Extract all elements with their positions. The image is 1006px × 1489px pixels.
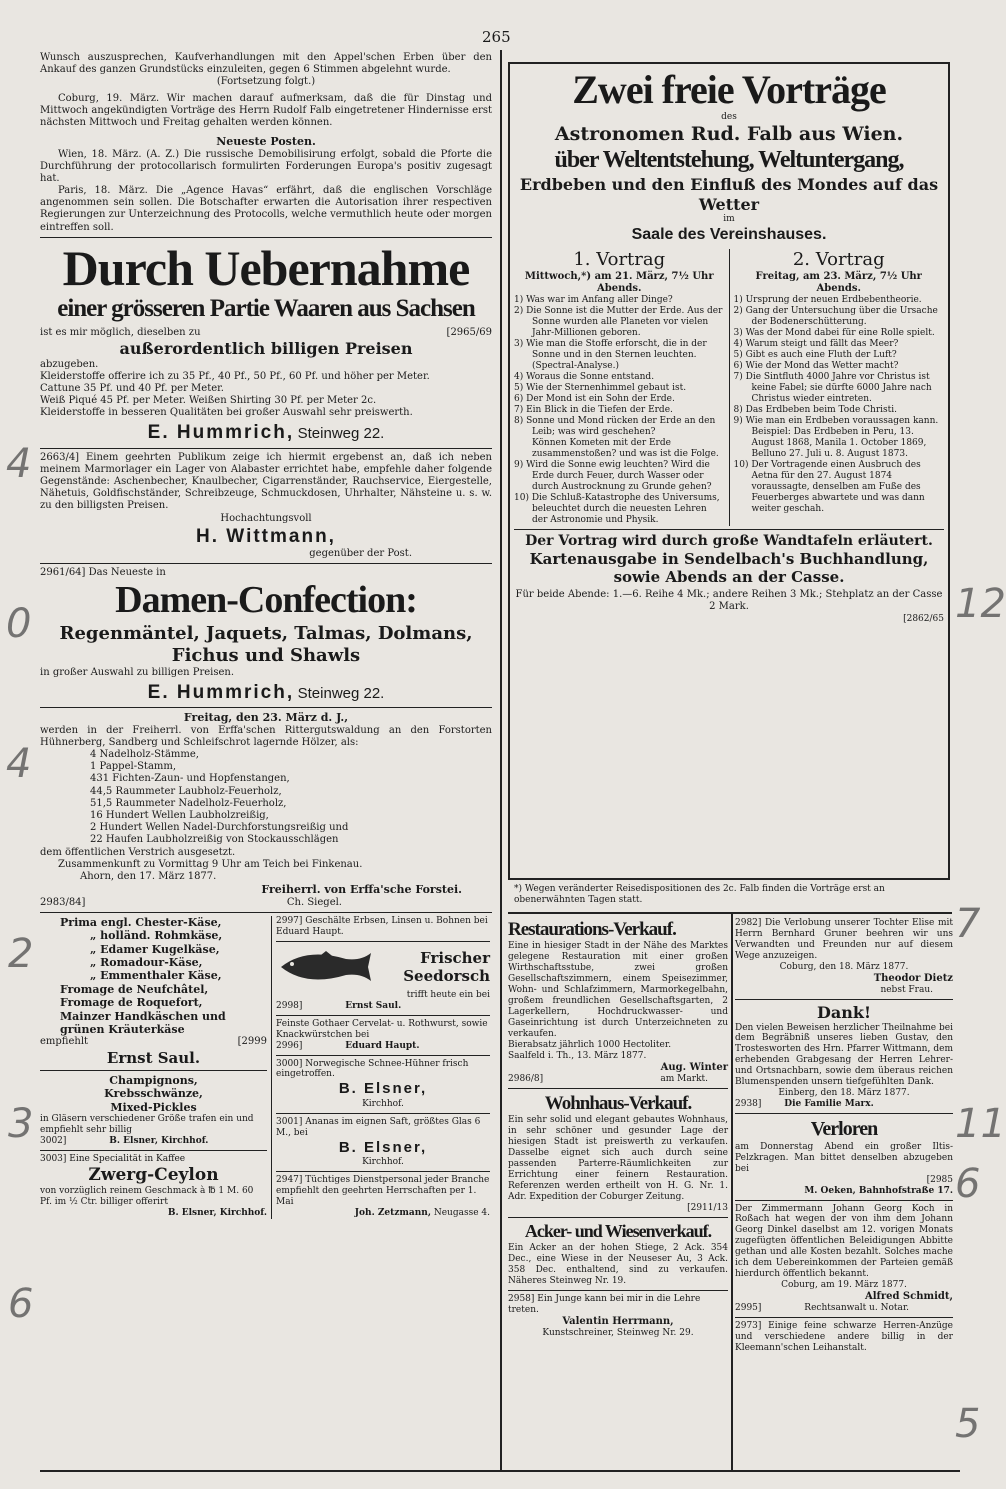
huehner-text: 3000] Norwegische Schnee-Hühner frisch eingetroffen. <box>276 1058 469 1080</box>
ceylon-headline: Zwerg-Ceylon <box>88 1164 219 1185</box>
v2-item: 5) Gibt es auch eine Fluth der Luft? <box>733 350 897 361</box>
column-rule <box>500 50 502 1470</box>
vortraege-im: im <box>723 214 735 225</box>
ceylon-ref: 3003] Eine Specialität in Kaffee <box>40 1153 186 1164</box>
news-intro: Wunsch auszusprechen, Kaufverhandlungen mit den Appel'schen Erben über den Ankauf des ganzen Grundstücks einzuleiten, gegen 6 Stimmen abgelehnt wurde. <box>40 52 492 76</box>
cervelat-text: Feinste Gothaer Cervelat- u. Rothwurst, sowie Knackwürstchen bei <box>276 1018 488 1040</box>
dienst-addr: Neugasse 4. <box>433 1207 490 1218</box>
pencil-mark: 6 <box>8 1281 34 1327</box>
vortraege-ref: [2862/65 <box>903 613 944 624</box>
wiesen-headline: Acker- und Wiesenverkauf. <box>524 1220 712 1241</box>
ananas-addr: Kirchhof. <box>362 1156 404 1167</box>
v2-item: 9) Wie man ein Erdbeben voraussagen kann. Beispiel: Das Erdbeben in Peru, 13. August 1868, Manila 1. October 1869, Belluno 27. Juli u. 8. August 1873. <box>733 415 939 459</box>
wittmann-firm: H. Wittmann, <box>196 525 336 547</box>
vortraege-astronomer: Astronomen Rud. Falb aus Wien. <box>554 122 904 145</box>
confection-address: Steinweg 22. <box>297 685 385 703</box>
schmidt-text: Der Zimmermann Johann Georg Koch in Roßach hat wegen der von ihm dem Johann Georg Dinkel daselbst am 12. vorigen Monats zugefügten öffentlichen Beleidigungen Abbitte gethan und alle Kosten bezahlt. Solches mache ich dem Uebereinkommen der Parteien gemäß hierdurch öffentlich bekannt. <box>735 1203 953 1280</box>
uebernahme-address: Steinweg 22. <box>297 425 385 443</box>
ceylon-ad <box>40 1154 267 1219</box>
v1-date: Mittwoch,*) am 21. März, 7½ Uhr Abends. <box>524 270 714 295</box>
schmidt-place: Coburg, am 19. März 1877. <box>781 1280 907 1291</box>
forstei-date: Freitag, den 23. März d. J., <box>183 711 349 725</box>
kaese-ad <box>40 916 267 1067</box>
pencil-mark: 12 <box>955 581 1006 627</box>
uebernahme-headline: Durch Uebernahme <box>62 239 470 296</box>
kaese-firm: Ernst Saul. <box>106 1048 201 1067</box>
forstei-item: 4 Nadelholz-Stämme, <box>90 749 199 761</box>
restaurant-ref: 2986/8] <box>508 1074 544 1085</box>
column-rule <box>508 912 952 914</box>
news-heading: Neueste Posten. <box>216 135 316 149</box>
v1-item: 4) Woraus die Sonne entstand. <box>514 372 655 383</box>
dank-firm: Die Familie Marx. <box>784 1099 874 1110</box>
news-continued: (Fortsetzung folgt.) <box>216 76 316 88</box>
cervelat-ref: 2996] <box>276 1040 303 1051</box>
verlobung-firm: Theodor Dietz <box>873 972 953 984</box>
kaese-line: „ Romadour-Käse, <box>90 955 203 969</box>
v1-item: 8) Sonne und Mond rücken der Erde an den Leib; was wird geschehen? <box>514 415 716 437</box>
v2-title: 2. Vortrag <box>792 248 885 270</box>
seedorsch-ref: 2998] <box>276 1000 303 1011</box>
news-wien: Wien, 18. März. (A. Z.) Die russische Demobilisirung erfolgt, sobald die Pforte die Durchführung der protocollarisch formulirten Forderungen Europa's positiv zugesagt hat. <box>40 148 492 184</box>
left-column <box>40 52 492 1470</box>
v1-title: 1. Vortrag <box>573 248 666 270</box>
vortraege-prices: Für beide Abende: 1.—6. Reihe 4 Mk.; andere Reihen 3 Mk.; Stehplatz an der Casse 2 Mark. <box>515 589 943 613</box>
vortraege-topic2: Erdbeben und den Einfluß des Mondes auf das Wetter <box>519 175 939 214</box>
v2-item: 4) Warum steigt und fällt das Meer? <box>733 339 899 350</box>
forstei-item: 22 Haufen Laubholzreißig von Stockausschlägen <box>90 834 339 846</box>
verlobung-text: 2982] Die Verlobung unserer Tochter Elise mit Herrn Bernhard Gruner beehren wir uns Verwandten und Freunden nur auf diesem Wege anzuzeigen. <box>735 918 953 961</box>
v1-item: 6) Der Mond ist ein Sohn der Erde. <box>514 393 675 404</box>
uebernahme-sub: einer grösseren Partie Waaren aus Sachsen <box>57 295 475 323</box>
confection-line2: Fichus und Shawls <box>171 644 361 666</box>
vortraege-tafeln: Der Vortrag wird durch große Wandtafeln erläutert. <box>525 532 933 549</box>
pencil-mark: 7 <box>955 901 981 947</box>
wohnhaus-text: Ein sehr solid und elegant gebautes Wohnhaus, in sehr schöner und gesunder Lage der hiesigen Stadt ist preiswerth zu verkaufen. Dasselbe eignet sich auch durch seine passenden Parterre-Räumlichkeiten zur Errichtung einer feinern Restauration. Referenzen werden ertheilt von H. G. Nr. 1. Adr. Expedition der Coburger Zeitung. <box>508 1115 728 1202</box>
ceylon-text: von vorzüglich reinem Geschmack à ℔ 1 M. 60 Pf. im ½ Ctr. billiger offerirt <box>40 1185 254 1207</box>
ananas-text: 3001] Ananas im eignen Saft, größtes Glas 6 M., bei <box>276 1116 481 1138</box>
pencil-mark: 11 <box>955 1101 1006 1147</box>
forstei-item: 44,5 Raummeter Laubholz-Feuerholz, <box>90 785 282 797</box>
pencil-mark: 2 <box>8 931 34 977</box>
kaese-line: Fromage de Neufchâtel, <box>60 982 209 996</box>
champignons-line: Champignons, <box>109 1073 198 1087</box>
seedorsch-headline: Frischer Seedorsch <box>403 948 490 986</box>
huehner-addr: Kirchhof. <box>362 1098 404 1109</box>
dank-ref: 2938] <box>735 1099 762 1110</box>
v2-item: 6) Wie der Mond das Wetter macht? <box>733 361 899 372</box>
wittmann-greeting: Hochachtungsvoll <box>220 512 312 524</box>
confection-line1: Regenmäntel, Jaquets, Talmas, Dolmans, <box>59 623 473 645</box>
column-rule <box>40 1470 960 1472</box>
v1-item: Können Kometen mit der Erde zusammenstoßen? und was ist die Folge. <box>532 437 719 459</box>
vortraege-topic1: über Weltentstehung, Weltuntergang, <box>554 147 904 174</box>
v1-item: 9) Wird die Sonne ewig leuchten? Wird die Erde durch Feuer, durch Wasser oder durch Austrocknung zu Grunde gehen? <box>514 459 712 492</box>
confection-ref: 2961/64] Das Neueste in <box>40 567 166 579</box>
wittmann-text: 2663/4] Einem geehrten Publikum zeige ich hiermit ergebenst an, daß ich neben meinem Marmorlager ein Lager von Alabaster errichtet habe, empfehle daher folgende Gegenstände: Aschenbecher, Knaulbecher, Cigarrenständer, Rauchservice, Eiergestelle, Nähetuis, Goldfischständer, Schreibzeuge, Schmuckdosen, Uhrhalter, Nähsteine u. s. w. zu den billigsten Preisen. <box>40 451 492 512</box>
uebernahme-item: Weiß Piqué 45 Pf. per Meter. Weißen Shirting 30 Pf. per Meter 2c. <box>40 395 377 407</box>
right-bottom-left <box>508 918 728 1468</box>
wohnhaus-ref: [2911/13 <box>687 1202 728 1213</box>
kaese-line: grünen Kräuterkäse <box>60 1022 185 1036</box>
restaurant-beer: Bierabsatz jährlich 1000 Hectoliter. <box>508 1039 672 1050</box>
erbsen-text: 2997] Geschälte Erbsen, Linsen u. Bohnen bei Eduard Haupt. <box>276 915 488 937</box>
forstei-meet: Zusammenkunft zu Vormittag 9 Uhr am Teich bei Finkenau. <box>58 858 363 870</box>
champignons-ref: 3002] <box>40 1136 67 1147</box>
forstei-signer: Ch. Siegel. <box>286 896 342 908</box>
forstei-item: 431 Fichten-Zaun- und Hopfenstangen, <box>90 773 290 785</box>
champignons-line: Mixed-Pickles <box>110 1100 197 1114</box>
anzug-text: 2973] Einige feine schwarze Herren-Anzüge und verschiedene andere billig in der Kleemann'schen Leihanstalt. <box>735 1321 953 1354</box>
uebernahme-ref: [2965/69 <box>446 326 492 338</box>
confection-line3: in großer Auswahl zu billigen Preisen. <box>40 666 235 678</box>
huehner-firm: B. Elsner, <box>338 1080 428 1098</box>
dank-headline: Dank! <box>817 1003 871 1022</box>
forstei-item: 16 Hundert Wellen Laubholzreißig, <box>90 810 269 821</box>
v1-item: 2) Die Sonne ist die Mutter der Erde. Aus der Sonne wurden alle Planeten vor vielen Jahr-Millionen geboren. <box>514 306 723 339</box>
pencil-mark: 4 <box>6 741 32 787</box>
uebernahme-line3: abzugeben. <box>40 358 99 370</box>
junge-text: 2958] Ein Junge kann bei mir in die Lehre treten. <box>508 1293 701 1315</box>
champignons-firm: B. Elsner, Kirchhof. <box>109 1136 209 1147</box>
v2-date: Freitag, am 23. März, 7½ Uhr Abends. <box>755 270 922 295</box>
kaese-line: „ Emmenthaler Käse, <box>90 969 222 983</box>
v2-item: 2) Gang der Untersuchung über die Ursache der Bodenerschütterung. <box>733 306 938 328</box>
dank-text: Den vielen Beweisen herzlicher Theilnahme bei dem Begräbniß unseres lieben Gustav, den Trostesworten des Hrn. Pfarrer Wittmann, dem erhebenden Grabgesang der Herren Lehrer- und Ortsnachbarn, sowie dem überaus reichen Blumenspenden unsern tiefgefühlten Dank. <box>735 1022 953 1088</box>
confection-firm: E. Hummrich, <box>147 682 295 704</box>
verloren-firm: M. Oeken, Bahnhofstraße 17. <box>804 1185 953 1196</box>
verlobung-place: Coburg, den 18. März 1877. <box>779 961 909 972</box>
schmidt-firm: Alfred Schmidt, <box>864 1291 953 1303</box>
restaurant-sign: Aug. Winter <box>660 1061 728 1073</box>
seedorsch-firm: Ernst Saul. <box>345 1000 402 1011</box>
verloren-headline: Verloren <box>810 1118 878 1141</box>
news-coburg: Coburg, 19. März. Wir machen darauf aufmerksam, daß die für Dinstag und Mittwoch angekündigten Vorträge des Herrn Rudolf Falb eingetretener Hindernisse erst nächsten Mittwoch und Freitag gehalten werden können. <box>40 92 492 128</box>
news-paris: Paris, 18. März. Die „Agence Havas“ erfährt, daß die englischen Vorschläge angenommen sein sollen. Die Botschafter erwarten die Autorisation ihrer respectiven Regierungen zur Unterzeichnung des Protocolls, welche vermuthlich heute oder morgen eintreffen soll. <box>40 185 492 233</box>
forstei-place: Ahorn, den 17. März 1877. <box>80 870 217 882</box>
restaurant-text: Eine in hiesiger Stadt in der Nähe des Marktes gelegene Restauration mit einer großen Wirthschaftsstube, zwei großen Gesellschaftszimmern, einem Speisezimmer, Wohn- und Schlafzimmern, Marmorkegelbahn, großem freundlichen Gesellschaftsgarten, 2 Lagerkellern, Hochdruckwasser- und Gaseinrichtung ist durch Unterzeichneten zu verkaufen. <box>508 941 728 1039</box>
fish-icon <box>276 945 386 990</box>
v1-item: 10) Die Schluß-Katastrophe des Universums, beleuchtet durch die neuesten Lehren der Astronomie und Physik. <box>514 492 720 525</box>
ananas-firm: B. Elsner, <box>338 1138 428 1156</box>
column-rule <box>731 914 733 1470</box>
kaese-line: „ Edamer Kugelkäse, <box>90 942 220 956</box>
kaese-line: „ holländ. Rohmkäse, <box>90 929 223 943</box>
v2-item: 3) Was der Mond dabei für eine Rolle spielt. <box>733 328 935 339</box>
vortraege-note: *) Wegen veränderter Reisedispositionen des 2c. Falb finden die Vorträge erst an obenerwähnten Tagen statt. <box>514 884 885 905</box>
dank-place: Einberg, den 18. März 1877. <box>778 1088 910 1099</box>
restaurant-place: Saalfeld i. Th., 13. März 1877. <box>508 1050 647 1061</box>
champignons-text: in Gläsern verschiedener Größe trafen ein und empfiehlt sehr billig <box>40 1114 254 1136</box>
kaese-ref: [2999 <box>237 1036 267 1048</box>
wiesen-text: Ein Acker an der hohen Stiege, 2 Ack. 354 Dec., eine Wiese in der Neuseser Au, 3 Ack. 358 Dec. enthaltend, sind zu verkaufen. Näheres Steinweg Nr. 19. <box>508 1242 728 1286</box>
forstei-ref: 2983/84] <box>40 896 86 908</box>
pencil-mark: 3 <box>8 1101 34 1147</box>
dienst-firm: Joh. Zetzmann, <box>354 1207 431 1218</box>
vortraege-content <box>514 68 944 876</box>
uebernahme-line2: außerordentlich billigen Preisen <box>119 339 413 359</box>
dienst-text: 2947] Tüchtiges Dienstpersonal jeder Branche empfiehlt den geehrten Herrschaften per 1. Mai <box>276 1174 490 1207</box>
verloren-ref: [2985 <box>926 1174 953 1185</box>
right-bottom-right <box>735 918 953 1468</box>
wittmann-address: gegenüber der Post. <box>309 547 412 559</box>
wohnhaus-headline: Wohnhaus-Verkauf. <box>544 1092 692 1114</box>
champignons-line: Krebsschwänze, <box>104 1087 203 1101</box>
page-number: 265 <box>482 28 511 46</box>
forstei-intro: werden in der Freiherrl. von Erffa'schen Rittergutswaldung an den Forstorten Hühnerberg, Sandberg und Schleifschrot lagernde Hölzer, als: <box>40 724 492 748</box>
schmidt-ref: 2995] <box>735 1303 762 1314</box>
restaurant-headline: Restaurations-Verkauf. <box>508 919 676 940</box>
vortraege-venue: Saale des Vereinshauses. <box>631 226 827 244</box>
verloren-text: am Donnerstag Abend ein großer Iltis-Pelzkragen. Man bittet denselben abzugeben bei <box>735 1141 953 1174</box>
v2-item: 1) Ursprung der neuen Erdbebentheorie. <box>733 295 922 306</box>
forstei-outro: dem öffentlichen Verstrich ausgesetzt. <box>40 846 236 858</box>
forstei-item: 1 Pappel-Stamm, <box>90 761 177 773</box>
junge-addr: Kunstschreiner, Steinweg Nr. 29. <box>542 1327 694 1338</box>
confection-headline: Damen-Confection: <box>115 579 417 622</box>
verlobung-addr: nebst Frau. <box>880 985 933 996</box>
forstei-sign: Freiherrl. von Erffa'sche Forstei. <box>261 883 462 897</box>
v1-item: 3) Wie man die Stoffe erforscht, die in der Sonne und in den Sternen leuchten. (Spectral-Analyse.) <box>514 339 707 372</box>
pencil-mark: 6 <box>955 1161 981 1207</box>
kaese-line: Mainzer Handkäschen und <box>60 1009 226 1023</box>
v2-item: 8) Das Erdbeben beim Tode Christi. <box>733 404 897 415</box>
v1-item: 1) Was war im Anfang aller Dinge? <box>514 295 673 306</box>
uebernahme-item: Kleiderstoffe offerire ich zu 35 Pf., 40 Pf., 50 Pf., 60 Pf. und höher per Meter. <box>40 370 430 382</box>
seedorsch-text: trifft heute ein bei <box>406 989 490 1000</box>
uebernahme-item: Kleiderstoffe in besseren Qualitäten bei großer Auswahl sehr preiswerth. <box>40 407 413 419</box>
kaese-line: Fromage de Roquefort, <box>60 996 203 1010</box>
pencil-mark: 5 <box>955 1401 981 1447</box>
junge-firm: Valentin Herrmann, <box>562 1315 674 1327</box>
champignons-ad <box>40 1074 267 1147</box>
forstei-item: 2 Hundert Wellen Nadel-Durchforstungsreißig und <box>90 822 349 834</box>
restaurant-addr: am Markt. <box>660 1074 708 1085</box>
uebernahme-line1: ist es mir möglich, dieselben zu <box>40 326 201 338</box>
v1-item: 7) Ein Blick in die Tiefen der Erde. <box>514 404 673 415</box>
ceylon-firm: B. Elsner, Kirchhof. <box>167 1207 267 1218</box>
uebernahme-item: Cattune 35 Pf. und 40 Pf. per Meter. <box>40 382 224 394</box>
v1-item: 5) Wie der Sternenhimmel gebaut ist. <box>514 383 687 393</box>
vortraege-des: des <box>721 112 737 122</box>
kaese-line: Prima engl. Chester-Käse, <box>60 915 222 929</box>
vortraege-headline: Zwei freie Vorträge <box>572 67 886 112</box>
vortraege-karten: Kartenausgabe in Sendelbach's Buchhandlung, sowie Abends an der Casse. <box>529 549 929 586</box>
pencil-mark: 0 <box>6 601 32 647</box>
uebernahme-firm: E. Hummrich, <box>147 422 295 444</box>
pencil-mark: 4 <box>6 441 32 487</box>
schmidt-addr: Rechtsanwalt u. Notar. <box>804 1303 910 1314</box>
v2-item: 7) Die Sintfluth 4000 Jahre vor Christus ist keine Fabel; sie dürfte 6000 Jahre nach Christus wieder eintreten. <box>733 372 932 404</box>
kaese-recommend: empfiehlt <box>40 1036 89 1048</box>
cervelat-firm: Eduard Haupt. <box>345 1040 420 1051</box>
v2-item: 10) Der Vortragende einen Ausbruch des Aetna für den 27. August 1874 voraussagte, denselben am Fuße des Feuerberges abwartete und was dann weiter geschah. <box>733 459 925 514</box>
forstei-item: 51,5 Raummeter Nadelholz-Feuerholz, <box>90 797 287 809</box>
